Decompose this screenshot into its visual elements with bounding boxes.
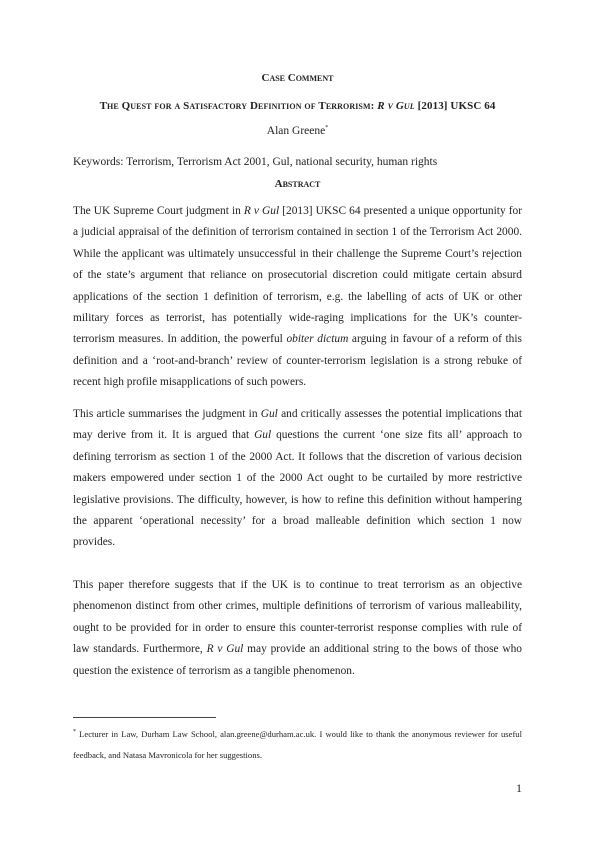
abstract-paragraph-2-text: This article summarises the judgment in: [73, 408, 261, 420]
article-title-text: The Quest for a Satisfactory Definition of Terrorism:: [99, 100, 375, 112]
article-title-citation: [2013] UKSC 64: [417, 100, 496, 112]
case-name-italic: Gul: [260, 408, 278, 420]
case-name-italic: R v Gul: [206, 643, 244, 656]
abstract-paragraph-3: [73, 575, 522, 682]
page-number: 1: [516, 781, 522, 795]
abstract-paragraph-2-text: questions the current ‘one size fits all’ approach to defining terrorism as section 1 of the 2000 Act. It follows that the discretion of various decision makers empowered under section 1 of the 2000 Act ought to be curtailed by more restrictive legislative provisions. The difficulty, however, is how to refine this definition without hampering the apparent ‘operational necessity’ for a broad malleable definition which section 1 now provides.: [73, 429, 522, 549]
author-line: [0, 125, 595, 137]
abstract-paragraph-3-text: This paper therefore suggests that if the UK is to continue to treat terrorism as an objective phenomenon distinct from other crimes, multiple definitions of terrorism of various malleability, ought to be provided for in order to ensure this counter-terrorist response complies with rule of law standards. Furthermore,: [73, 579, 522, 656]
footnote: [73, 722, 522, 766]
article-title: [0, 100, 595, 112]
abstract-heading: Abstract: [274, 178, 321, 190]
article-title-case-name: Gul: [395, 100, 415, 112]
abstract-paragraph-1: [73, 201, 522, 394]
abstract-paragraph-2-text: and critically assesses the potential implications that may derive from it. It is argued that: [73, 408, 522, 442]
case-name-italic: R v Gul: [243, 205, 280, 217]
author-footnote-mark: *: [325, 125, 329, 132]
abstract-paragraph-2: [73, 404, 522, 554]
abstract-paragraph-1-text: arguing in favour of a reform of this definition and a ‘root-and-branch’ review of counter-terrorism legislation is a strong rebuke of recent high profile misapplications of such powers.: [73, 333, 522, 389]
abstract-paragraph-1-text: [2013] UKSC 64 presented a unique opportunity for a judicial appraisal of the definition of terrorism contained in section 1 of the Terrorism Act 2000. While the applicant was ultimately unsuccessful in their challenge the Supreme Court’s rejection of the state’s argument that reliance on prosecutorial discretion could mitigate certain absurd applications of the section 1 definition of terrorism, e.g. the labelling of acts of UK or other military forces as terrorist, has potentially wide-raging implications for the UK’s counter-terrorism measures. In addition, the powerful: [73, 205, 522, 346]
article-title-case-r: R: [377, 100, 385, 112]
article-title-case-v: v: [387, 100, 393, 112]
case-name-italic: Gul: [254, 429, 272, 442]
footnote-mark: *: [73, 729, 76, 735]
footnote-text: Lecturer in Law, Durham Law School, alan.greene@durham.ac.uk. I would like to thank the anonymous reviewer for useful feedback, and Natasa Mavronicola for her suggestions.: [73, 728, 522, 760]
article-type-heading: Case Comment: [261, 72, 334, 84]
abstract-paragraph-3-text: may provide an additional string to the bows of those who question the existence of terrorism as a tangible phenomenon.: [73, 643, 523, 677]
footnote-divider: [73, 717, 216, 718]
obiter-dictum-italic: obiter dictum: [286, 333, 349, 346]
keywords-line: Keywords: Terrorism, Terrorism Act 2001, Gul, national security, human rights: [73, 156, 438, 168]
author-name: Alan Greene: [266, 125, 326, 137]
abstract-paragraph-1-text: The UK Supreme Court judgment in: [73, 205, 244, 217]
